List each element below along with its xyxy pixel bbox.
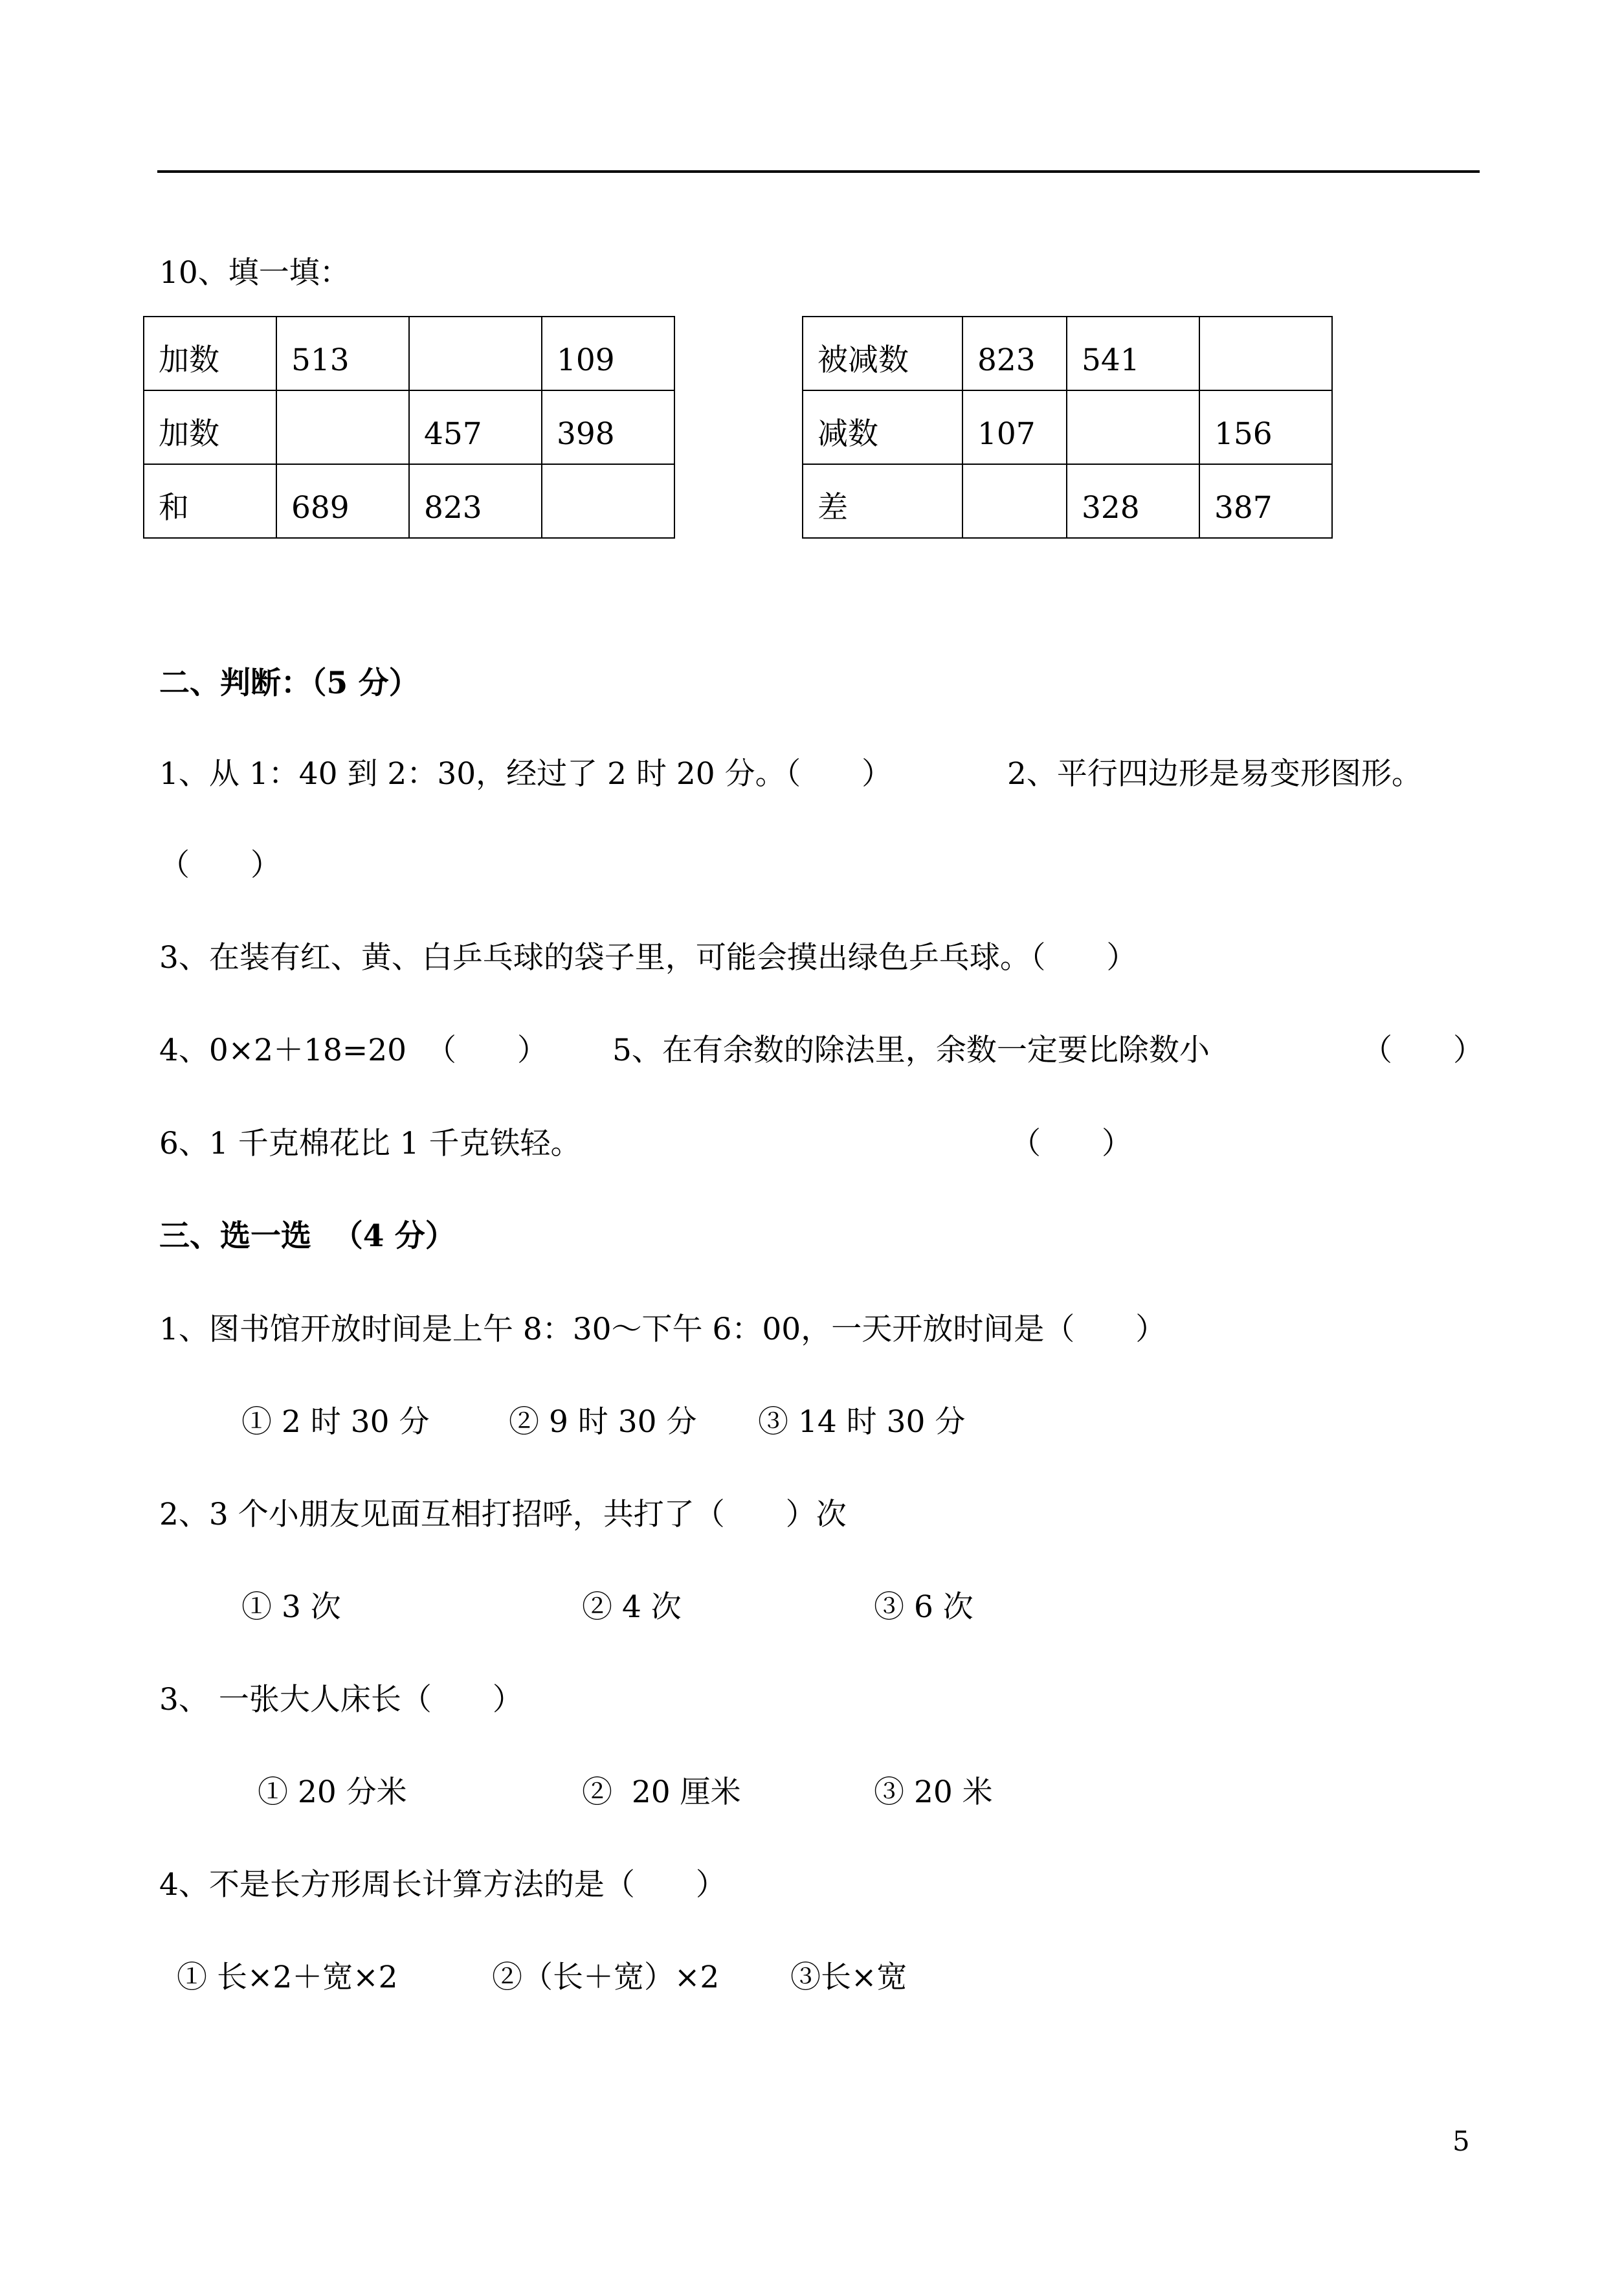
- table-cell: 689: [276, 464, 409, 538]
- addition-table: [143, 316, 675, 539]
- choice-q4-option-2: ②（长＋宽）×2: [492, 1960, 720, 1995]
- table-cell: [542, 464, 674, 538]
- table-cell: 减数: [803, 390, 962, 464]
- choice-q4: 4、不是长方形周长计算方法的是（ ）: [159, 1867, 726, 1903]
- judge-q1: 1、从 1：40 到 2：30，经过了 2 时 20 分。（ ）: [159, 756, 893, 792]
- table-cell: 541: [1067, 317, 1199, 390]
- choice-q2-option-2: ② 4 次: [582, 1589, 682, 1625]
- choice-q1-option-1: ① 2 时 30 分: [241, 1404, 430, 1440]
- judge-q5-answer-paren: （ ）: [1362, 1033, 1484, 1068]
- table-cell: 107: [962, 390, 1067, 464]
- choice-q1-option-3: ③ 14 时 30 分: [758, 1404, 966, 1440]
- subtraction-table: [802, 316, 1333, 539]
- table-cell: 457: [409, 390, 542, 464]
- table-cell: 和: [144, 464, 276, 538]
- table-cell: [409, 317, 542, 390]
- page-number: 5: [1452, 2125, 1470, 2157]
- judge-q4: 4、0×2＋18=20 （ ）: [159, 1033, 548, 1068]
- choice-q1-option-2: ② 9 时 30 分: [509, 1404, 697, 1440]
- judge-q2-answer-paren: （ ）: [159, 847, 281, 883]
- choice-q3-option-2: ② 20 厘米: [582, 1774, 741, 1810]
- choice-q1: 1、图书馆开放时间是上午 8：30～下午 6：00，一天开放时间是（ ）: [159, 1312, 1166, 1347]
- choice-q4-option-1: ① 长×2＋宽×2: [177, 1960, 398, 1995]
- judge-q2: 2、平行四边形是易变形图形。: [1007, 756, 1422, 792]
- table-cell: 823: [962, 317, 1067, 390]
- table-cell: 513: [276, 317, 409, 390]
- choice-q2: 2、3 个小朋友见面互相打招呼，共打了（ ）次: [159, 1497, 847, 1532]
- table-cell: 加数: [144, 317, 276, 390]
- table-row: [144, 390, 674, 464]
- table-cell: 差: [803, 464, 962, 538]
- table-cell: [1199, 317, 1332, 390]
- choice-q3-option-3: ③ 20 米: [874, 1774, 993, 1810]
- choice-q4-option-3: ③长×宽: [790, 1960, 907, 1995]
- table-cell: 被减数: [803, 317, 962, 390]
- table-cell: 156: [1199, 390, 1332, 464]
- judge-q6-answer-paren: （ ）: [1010, 1126, 1132, 1161]
- choice-q3-option-1: ① 20 分米: [258, 1774, 407, 1810]
- table-cell: 109: [542, 317, 674, 390]
- header-rule: [157, 170, 1480, 173]
- table-row: [803, 464, 1332, 538]
- table-row: [144, 464, 674, 538]
- q10-title: 10、填一填：: [159, 255, 350, 291]
- choice-q3: 3、 一张大人床长（ ）: [159, 1682, 523, 1717]
- table-row: [803, 317, 1332, 390]
- section3-heading: 三、选一选 （4 分）: [159, 1218, 456, 1254]
- table-cell: 加数: [144, 390, 276, 464]
- table-cell: 398: [542, 390, 674, 464]
- choice-q2-option-3: ③ 6 次: [874, 1589, 973, 1625]
- table-cell: 387: [1199, 464, 1332, 538]
- table-cell: [1067, 390, 1199, 464]
- table-row: [803, 390, 1332, 464]
- table-cell: 823: [409, 464, 542, 538]
- choice-q2-option-1: ① 3 次: [241, 1589, 341, 1625]
- table-cell: 328: [1067, 464, 1199, 538]
- judge-q5: 5、在有余数的除法里，余数一定要比除数小: [612, 1033, 1210, 1068]
- table-row: [144, 317, 674, 390]
- table-cell: [276, 390, 409, 464]
- judge-q3: 3、在装有红、黄、白乒乓球的袋子里，可能会摸出绿色乒乓球。（ ）: [159, 940, 1137, 976]
- section2-heading: 二、判断：（5 分）: [159, 666, 419, 701]
- table-cell: [962, 464, 1067, 538]
- judge-q6: 6、1 千克棉花比 1 千克铁轻。: [159, 1126, 581, 1161]
